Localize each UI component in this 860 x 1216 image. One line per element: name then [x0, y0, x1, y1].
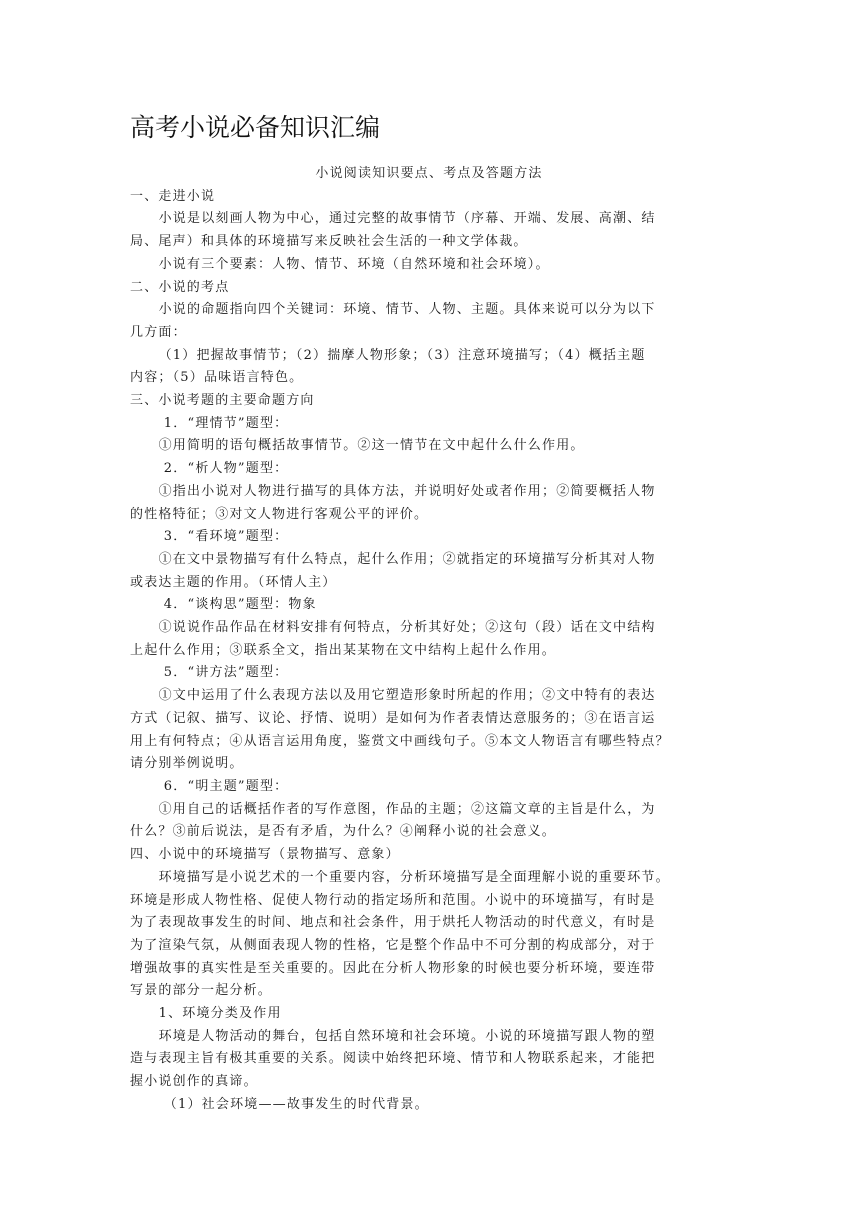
paragraph-line: 请分别举例说明。	[130, 756, 244, 772]
paragraph-line: （1）把握故事情节；（2）揣摩人物形象；（3）注意环境描写；（4）概括主题	[158, 347, 646, 363]
list-item: （1）社会环境——故事发生的时代背景。	[163, 1096, 429, 1112]
paragraph-line: 造与表现主旨有极其重要的关系。阅读中始终把环境、情节和人物联系起来，才能把	[130, 1051, 656, 1067]
paragraph-line: 小说的命题指向四个关键词：环境、情节、人物、主题。具体来说可以分为以下	[158, 302, 656, 318]
paragraph-line: 握小说创作的真谛。	[130, 1074, 258, 1090]
question-type-title: 1．“理情节”题型：	[163, 415, 289, 431]
paragraph-line: 用上有何特点；④从语言运用角度，鉴赏文中画线句子。⑤本文人物语言有哪些特点？	[130, 733, 670, 749]
paragraph-line: ①用自己的话概括作者的写作意图，作品的主题；②这篇文章的主旨是什么，为	[158, 801, 656, 817]
paragraph-line: 写景的部分一起分析。	[130, 983, 273, 999]
subsection-title: 1、环境分类及作用	[158, 1006, 282, 1022]
paragraph-line: 内容；（5）品味语言特色。	[130, 370, 304, 386]
paragraph-line: ①指出小说对人物进行描写的具体方法，并说明好处或者作用；②简要概括人物	[158, 483, 656, 499]
document-subtitle: 小说阅读知识要点、考点及答题方法	[315, 166, 543, 181]
paragraph-line: 小说是以刻画人物为中心，通过完整的故事情节（序幕、开端、发展、高潮、结	[158, 211, 656, 227]
paragraph-line: 上起什么作用；③联系全文，指出某某物在文中结构上起什么作用。	[130, 642, 557, 658]
paragraph-line: ①文中运用了什么表现方法以及用它塑造形象时所起的作用；②文中特有的表达	[158, 688, 656, 704]
paragraph-line: 环境是人物活动的舞台，包括自然环境和社会环境。小说的环境描写跟人物的塑	[158, 1028, 656, 1044]
paragraph-line: 或表达主题的作用。（环情人主）	[130, 574, 337, 590]
paragraph-line: ①用简明的语句概括故事情节。②这一情节在文中起什么什么作用。	[158, 438, 585, 454]
paragraph-line: ①说说作品作品在材料安排有何特点，分析其好处；②这句（段）话在文中结构	[158, 620, 656, 636]
section-heading-2: 二、小说的考点	[130, 279, 230, 295]
paragraph-line: 环境是形成人物性格、促使人物行动的指定场所和范围。小说中的环境描写，有时是	[130, 892, 656, 908]
page-title: 高考小说必备知识汇编	[130, 113, 381, 142]
document-body	[130, 163, 728, 1117]
paragraph-line: 小说有三个要素：人物、情节、环境（自然环境和社会环境）。	[158, 256, 550, 272]
paragraph-line: 增强故事的真实性是至关重要的。因此在分析人物形象的时候也要分析环境，要连带	[130, 960, 656, 976]
question-type-title: 4．“谈构思”题型：物象	[163, 597, 317, 613]
section-heading-1: 一、走进小说	[130, 188, 216, 204]
paragraph-line: 的性格特征；③对文人物进行客观公平的评价。	[130, 506, 429, 522]
paragraph-line: 方式（记叙、描写、议论、抒情、说明）是如何为作者表情达意服务的；③在语言运	[130, 710, 656, 726]
paragraph-line: 几方面：	[130, 324, 187, 340]
question-type-title: 3．“看环境”题型：	[163, 529, 289, 545]
question-type-title: 5．“讲方法”题型：	[163, 665, 289, 681]
paragraph-line: 局、尾声）和具体的环境描写来反映社会生活的一种文学体裁。	[130, 234, 528, 250]
paragraph-line: ①在文中景物描写有什么特点，起什么作用；②就指定的环境描写分析其对人物	[158, 551, 656, 567]
paragraph-line: 为了渲染气氛，从侧面表现人物的性格，它是整个作品中不可分割的构成部分，对于	[130, 937, 656, 953]
paragraph-line: 为了表现故事发生的时间、地点和社会条件，用于烘托人物活动的时代意义，有时是	[130, 915, 656, 931]
question-type-title: 6．“明主题”题型：	[163, 778, 289, 794]
paragraph-line: 什么？③前后说法，是否有矛盾，为什么？④阐释小说的社会意义。	[130, 824, 557, 840]
section-heading-3: 三、小说考题的主要命题方向	[130, 393, 315, 409]
paragraph-line: 环境描写是小说艺术的一个重要内容，分析环境描写是全面理解小说的重要环节。	[158, 869, 670, 885]
section-heading-4: 四、小说中的环境描写（景物描写、意象）	[130, 847, 400, 863]
question-type-title: 2．“析人物”题型：	[163, 461, 289, 477]
